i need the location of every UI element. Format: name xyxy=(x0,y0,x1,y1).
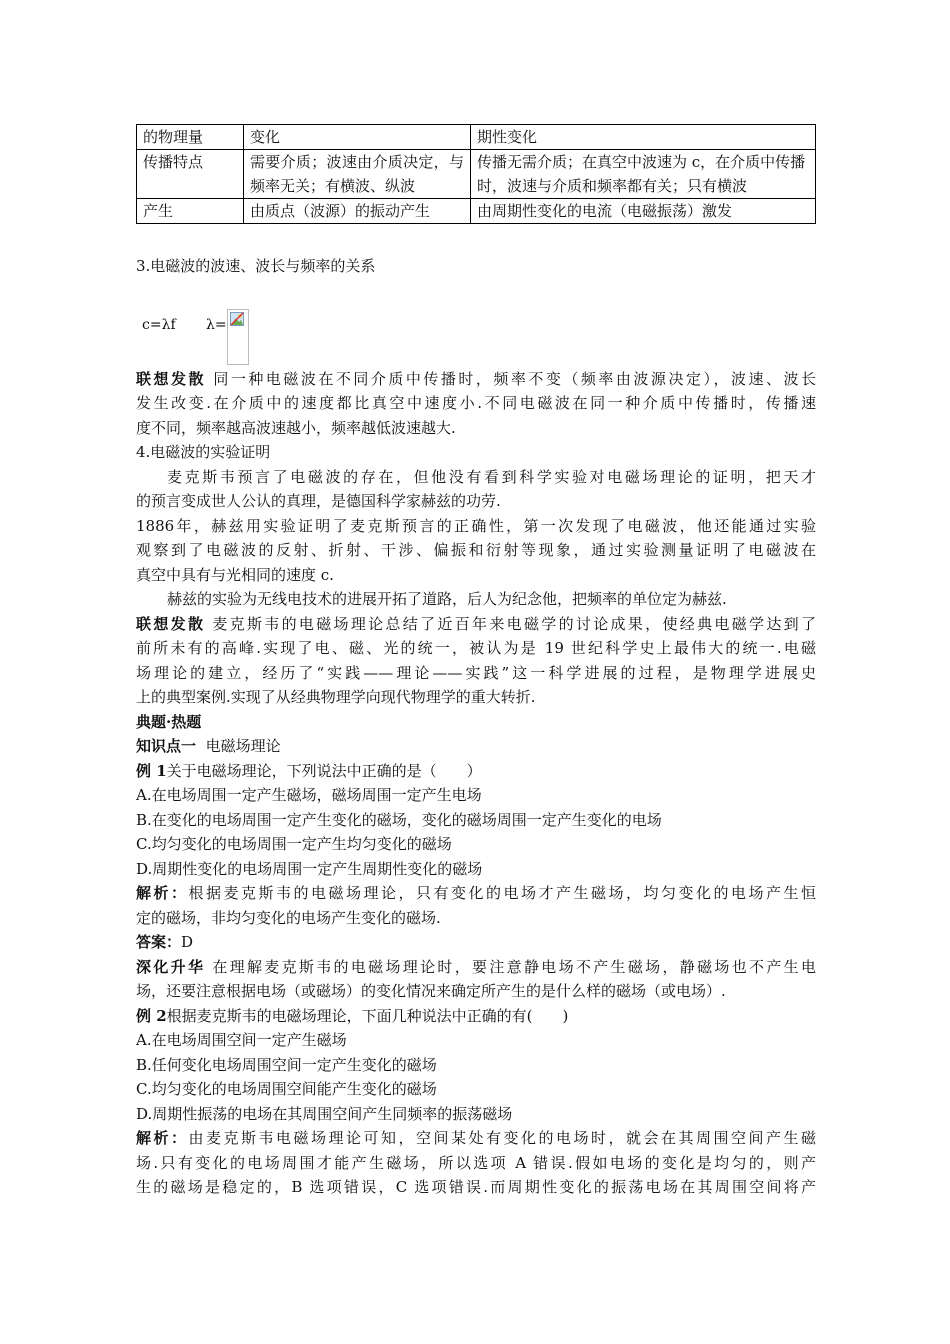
example-question xyxy=(136,759,816,784)
question-text: 根据麦克斯韦的电磁场理论，下面几种说法中正确的有( ) xyxy=(166,1006,569,1025)
analysis-line: 生的磁场是稳定的，B 选项错误，C 选项错误.而周期性变化的振荡电场在其周围空间将产 xyxy=(136,1178,816,1196)
table-cell: 产生 xyxy=(137,199,244,224)
deepening-line: 场，还要注意根据电场（或磁场）的变化情况来确定所产生的是什么样的磁场（或电场）. xyxy=(136,982,726,1000)
analysis-line xyxy=(136,881,816,906)
document-body xyxy=(136,254,816,1200)
association-line xyxy=(136,367,816,392)
option-b: B.在变化的电场周围一定产生变化的磁场，变化的磁场周围一定产生变化的电场 xyxy=(136,810,662,829)
example-question xyxy=(136,1004,816,1029)
example-label: 例 1 xyxy=(136,761,167,780)
option-a: A.在电场周围空间一定产生磁场 xyxy=(136,1031,347,1049)
option-a: A.在电场周围一定产生磁场，磁场周围一定产生电场 xyxy=(136,786,482,804)
association-line: 发生改变.在介质中的速度都比真空中速度小.不同电磁波在同一种介质中传播时，传播速 xyxy=(136,394,816,412)
table-cell: 由周期性变化的电流（电磁振荡）激发 xyxy=(471,199,816,224)
deepening-label: 深化升华 xyxy=(136,957,206,976)
knowledge-point-text: 电磁场理论 xyxy=(205,737,281,755)
deepening-line xyxy=(136,955,816,980)
table-row xyxy=(137,150,816,199)
answer-line xyxy=(136,930,816,955)
answer-label: 答案： xyxy=(136,933,182,951)
section-heading xyxy=(136,710,816,735)
option-b: B.任何变化电场周围空间一定产生变化的磁场 xyxy=(136,1055,437,1074)
table-cell: 期性变化 xyxy=(471,125,816,150)
association-label: 联想发散 xyxy=(136,614,206,633)
paragraph-line: 麦克斯韦预言了电磁波的存在，但他没有看到科学实验对电磁场理论的证明，把天才 xyxy=(167,467,816,486)
table-cell: 需要介质；波速由介质决定，与频率无关；有横波、纵波 xyxy=(244,150,471,199)
heading-text: 典题·热题 xyxy=(136,712,202,731)
option-d: D.周期性振荡的电场在其周围空间产生同频率的振荡磁场 xyxy=(136,1104,513,1123)
table-cell: 由质点（波源）的振动产生 xyxy=(244,199,471,224)
formula-lambda: λ= xyxy=(206,316,227,333)
table-cell: 变化 xyxy=(244,125,471,150)
association-line: 前所未有的高峰.实现了电、磁、光的统一，被认为是 19 世纪科学史上最伟大的统一.电磁 xyxy=(136,639,816,657)
question-text: 关于电磁场理论，下列说法中正确的是（ ） xyxy=(166,761,482,780)
option-c: C.均匀变化的电场周围一定产生均匀变化的磁场 xyxy=(136,835,452,853)
knowledge-point-label: 知识点一 xyxy=(136,737,197,755)
table-cell: 传播无需介质；在真空中波速为 c，在介质中传播时，波速与介质和频率都有关；只有横波 xyxy=(471,150,816,199)
analysis-line: 场.只有变化的电场周围才能产生磁场，所以选项 A 错误.假如电场的变化是均匀的，则产 xyxy=(136,1153,816,1172)
paragraph-line: 赫兹的实验为无线电技术的进展开拓了道路，后人为纪念他，把频率的单位定为赫兹. xyxy=(167,590,727,608)
paragraph-line: 1886年，赫兹用实验证明了麦克斯预言的正确性，第一次发现了电磁波，他还能通过实验 xyxy=(136,516,816,535)
table-cell: 传播特点 xyxy=(137,150,244,199)
paragraph-line: 的预言变成世人公认的真理，是德国科学家赫兹的功劳. xyxy=(136,492,501,510)
association-line xyxy=(136,612,816,637)
example-label: 例 2 xyxy=(136,1006,167,1025)
wave-formula xyxy=(136,279,816,367)
image-placeholder-icon xyxy=(230,312,244,326)
table-cell: 的物理量 xyxy=(137,125,244,150)
association-line: 上的典型案例.实现了从经典物理学向现代物理学的重大转折. xyxy=(136,688,536,706)
comparison-table xyxy=(136,124,816,224)
section-4-title: 4.电磁波的实验证明 xyxy=(136,443,271,461)
analysis-label: 解析： xyxy=(136,884,189,902)
paragraph-line: 真空中具有与光相同的速度 c. xyxy=(136,565,334,584)
table-row xyxy=(137,199,816,224)
section-3-title: 3.电磁波的波速、波长与频率的关系 xyxy=(136,257,376,275)
option-c: C.均匀变化的电场周围空间能产生变化的磁场 xyxy=(136,1080,437,1098)
formula-c: c=λf xyxy=(142,316,176,333)
knowledge-point xyxy=(136,734,816,759)
broken-image-icon xyxy=(227,309,249,365)
analysis-line xyxy=(136,1126,816,1151)
answer-value: D xyxy=(181,933,194,951)
option-d: D.周期性变化的电场周围一定产生周期性变化的磁场 xyxy=(136,859,483,878)
analysis-text: 由麦克斯韦电磁场理论可知，空间某处有变化的电场时，就会在其周围空间产生磁 xyxy=(188,1129,816,1147)
table-row xyxy=(137,125,816,150)
deepening-text: 在理解麦克斯韦的电磁场理论时，要注意静电场不产生磁场，静磁场也不产生电 xyxy=(212,957,816,976)
analysis-label: 解析： xyxy=(136,1129,189,1147)
association-text: 同一种电磁波在不同介质中传播时，频率不变（频率由波源决定），波速、波长 xyxy=(213,369,816,388)
analysis-text: 根据麦克斯韦的电磁场理论，只有变化的电场才产生磁场，均匀变化的电场产生恒 xyxy=(188,884,816,902)
association-line: 度不同，频率越高波速越小，频率越低波速越大. xyxy=(136,418,456,437)
association-label: 联想发散 xyxy=(136,369,207,388)
association-text: 麦克斯韦的电磁场理论总结了近百年来电磁学的讨论成果，使经典电磁学达到了 xyxy=(212,614,816,633)
analysis-line: 定的磁场，非均匀变化的电场产生变化的磁场. xyxy=(136,908,441,927)
association-line: 场理论的建立，经历了“实践——理论——实践”这一科学进展的过程，是物理学进展史 xyxy=(136,663,816,682)
paragraph-line: 观察到了电磁波的反射、折射、干涉、偏振和衍射等现象，通过实验测量证明了电磁波在 xyxy=(136,541,816,559)
